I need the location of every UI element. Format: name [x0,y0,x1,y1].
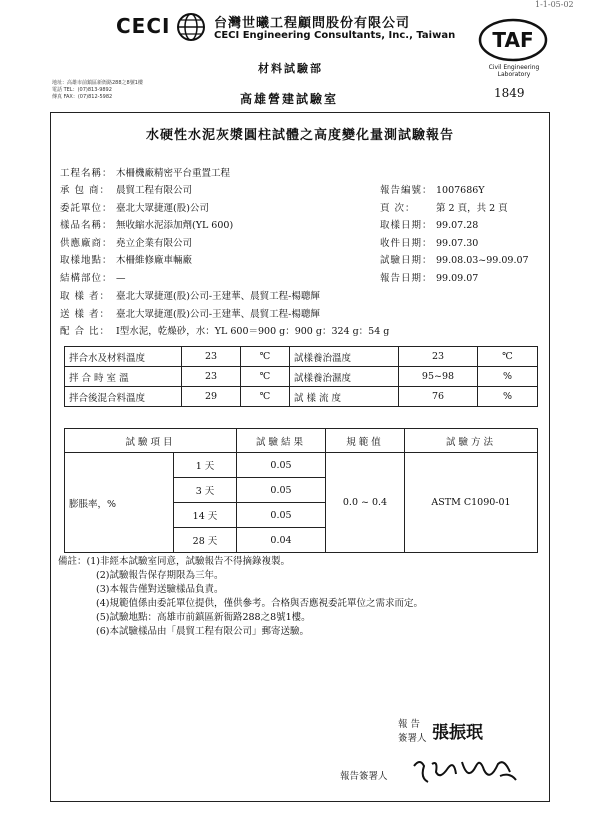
info-structure: 結構部位： — [60,273,126,284]
info-received-date: 收件日期： 99.07.30 [380,238,479,249]
info-sender: 送 樣 者： 臺北大眾捷運(股)公司-王建華、晨貿工程-楊聰輝 [60,309,320,320]
taf-number: 1849 [494,86,525,100]
results-row: 14 天 0.05 [65,503,538,528]
approver-name: 張振珉 [432,723,483,743]
condition-row: 拌合水及材料溫度 23 ℃ 試樣養治溫度 23 ℃ [65,347,538,367]
taf-caption: Civil Engineering Laboratory [488,64,540,78]
info-page: 頁 次： 第 2 頁，共 2 頁 [380,203,508,214]
info-client: 委託單位： 臺北大眾捷運(股)公司 [60,203,209,214]
results-row: 3 天 0.05 [65,478,538,503]
test-method: ASTM C1090-01 [405,453,538,553]
info-project: 工程名稱： 木柵機廠精密平台重置工程 [60,168,231,179]
notes-block: 備註：(1)非經本試驗室同意，試驗報告不得摘錄複製。 (2)試驗報告保存期限為三年。 (3)本報告僅對送驗樣品負責。 (4)規範值係由委託單位提供，僅供參考。合格與否應視委託單位之需求而定。 (5)試驗地點：高雄市前鎮區新衙路288之8號1樓。 (6)本試驗樣品由「晨貿工程有限公司」郵寄送驗。 [58,556,423,637]
approver-label-1: 報 告 [398,719,421,730]
ceci-logo: CECI [116,14,171,38]
company-name-en: CECI Engineering Consultants, Inc., Taiwan [214,30,456,41]
info-sampling-date: 取樣日期： 99.07.28 [380,220,479,231]
conditions-table [64,346,538,407]
info-sampling-site: 取樣地點： 木柵維修廠車輛廠 [60,255,193,266]
page-number: 1-1-05-02 [535,0,574,9]
department: 材料試驗部 [258,62,323,75]
info-sampler: 取 樣 者： 臺北大眾捷運(股)公司-王建華、晨貿工程-楊聰輝 [60,291,320,302]
report-title: 水硬性水泥灰漿圓柱試體之高度變化量測試驗報告 [145,128,454,143]
test-item: 膨脹率，% [65,453,174,553]
info-mix-ratio: 配 合 比： I型水泥，乾燥砂，水：YL 600＝900 g：900 g：324 g：54 g [60,326,390,337]
condition-row: 拌 合 時 室 溫 23 ℃ 試樣養治濕度 95~98 % [65,367,538,387]
condition-row: 拌合後混合料溫度 29 ℃ 試 樣 流 度 76 % [65,387,538,407]
info-report-no: 報告編號： 1007686Y [380,185,485,196]
lab-name: 高雄營建試驗室 [240,92,339,106]
signer-label: 報告簽署人 [340,771,388,782]
info-report-date: 報告日期： 99.09.07 [380,273,479,284]
company-name-cn: 台灣世曦工程顧問股份有限公司 [214,16,411,31]
notes-label: 備註： [58,556,87,567]
info-supplier: 供應廠商： 堯立企業有限公司 [60,238,193,249]
info-test-date: 試驗日期： 99.08.03~99.09.07 [380,255,529,266]
handwritten-signature [410,752,520,788]
svg-text:TAF: TAF [492,28,534,52]
info-contractor: 承 包 商： 晨貿工程有限公司 [60,185,193,196]
approver-label-2: 簽署人 [398,733,427,744]
results-row: 28 天 0.04 [65,528,538,553]
results-table [64,428,538,553]
globe-icon [176,12,206,42]
results-row: 膨脹率，% 1 天 0.05 0.0 ~ 0.4 ASTM C1090-01 [65,453,538,478]
spec-value: 0.0 ~ 0.4 [326,453,405,553]
address-block: 地址：高雄市前鎮區新衙路288之8號1樓 電話 TEL：(07)813-9892 傳真 FAX：(07)812-5982 [52,80,143,100]
results-header-row: 試驗項目 試驗結果 規範值 試驗方法 [65,429,538,453]
info-sample-name: 樣品名稱： 無收縮水泥添加劑(YL 600) [60,220,234,231]
taf-logo [478,18,548,62]
